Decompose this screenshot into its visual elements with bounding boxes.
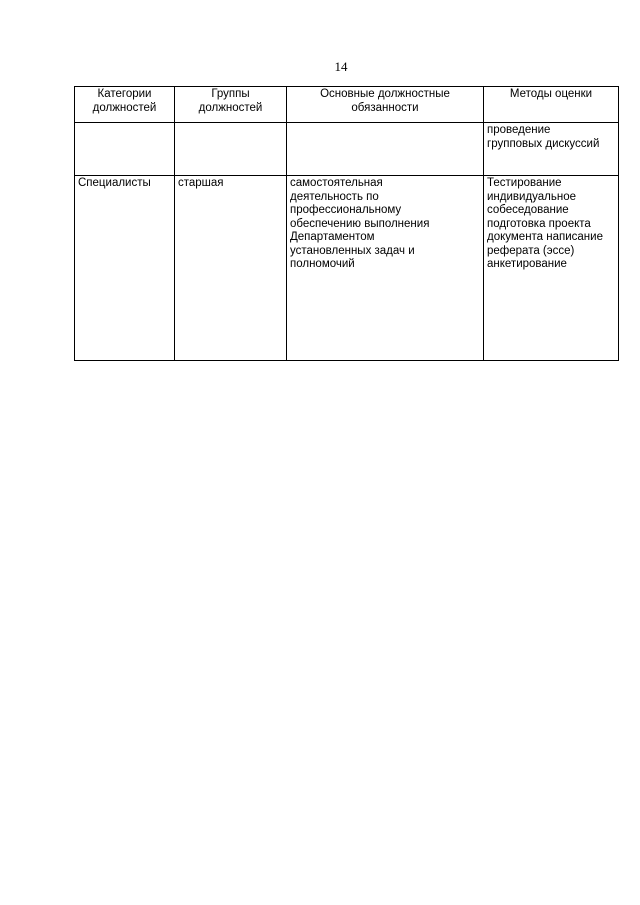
table-row xyxy=(75,176,619,361)
header-categories: Категории должностей xyxy=(75,87,175,123)
header-groups: Группы должностей xyxy=(175,87,287,123)
page-number: 14 xyxy=(334,59,348,74)
cell-group xyxy=(175,123,287,176)
positions-table xyxy=(74,86,619,361)
header-methods: Методы оценки xyxy=(484,87,619,123)
cell-category xyxy=(75,123,175,176)
cell-group: старшая xyxy=(175,176,287,361)
cell-duties: самостоятельная деятельность по профессиональному обеспечению выполнения Департаментом установленных задач и полномочий xyxy=(287,176,484,361)
cell-duties xyxy=(287,123,484,176)
table-row xyxy=(75,123,619,176)
cell-category: Специалисты xyxy=(75,176,175,361)
header-duties: Основные должностные обязанности xyxy=(287,87,484,123)
cell-methods: Тестирование индивидуальное собеседование подготовка проекта документа написание реферата (эссе) анкетирование xyxy=(484,176,619,361)
cell-methods: проведение групповых дискуссий xyxy=(484,123,619,176)
table-header-row xyxy=(75,87,619,123)
